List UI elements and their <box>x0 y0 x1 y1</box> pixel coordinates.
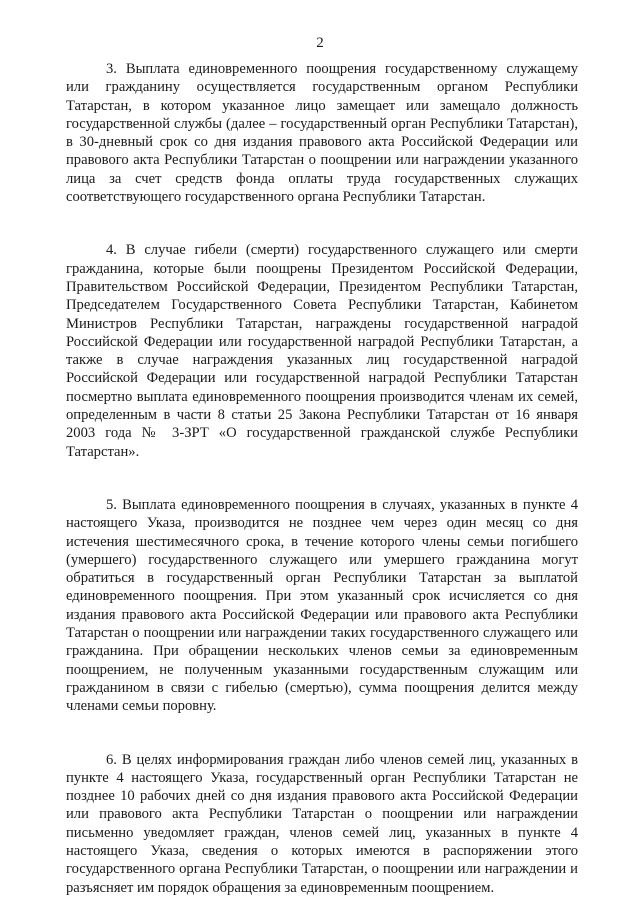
paragraph-3: 3. Выплата единовременного поощрения государственному служащему или гражданину осуществляется государственным органом Республики Татарстан, в котором указанное лицо замещает или замещало должность государственной службы (далее – государственный орган Республики Татарстан), в 30-дневный срок со дня издания правового акта Российской Федерации или правового акта Республики Татарстан о поощрении или награждении указанного лица за счет средств фонда оплаты труда государственных служащих соответствующего государственного органа Республики Татарстан. <box>66 61 578 206</box>
page-number: 2 <box>316 35 324 51</box>
document-body <box>66 60 578 897</box>
paragraph-6: 6. В целях информирования граждан либо членов семей лиц, указанных в пункте 4 настоящего Указа, государственный орган Республики Татарстан не позднее 10 рабочих дней со дня издания правового акта Российской Федерации или правового акта Республики Татарстан о поощрении или награждении письменно уведомляет граждан, членов семей лиц, указанных в пункте 4 настоящего Указа, сведения о которых имеются в распоряжении этого государственного органа Республики Татарстан, о поощрении или награждении и разъясняет им порядок обращения за единовременным поощрением. <box>66 751 578 896</box>
paragraph-4: 4. В случае гибели (смерти) государственного служащего или смерти гражданина, которые были поощрены Президентом Российской Федерации, Правительством Российской Федерации, Президентом Республики Татарстан, Председателем Государственного Совета Республики Татарстан, Кабинетом Министров Республики Татарстан, награждены государственной наградой Российской Федерации или государственной наградой Республики Татарстан, а также в случае награждения указанных лиц государственной наградой Российской Федерации или государственной наградой Республики Татарстан посмертно выплата единовременного поощрения производится членам их семей, определенным в части 8 статьи 25 Закона Республики Татарстан от 16 января 2003 года № 3-ЗРТ «О государственной гражданской службе Республики Татарстан». <box>66 242 578 460</box>
paragraph-5: 5. Выплата единовременного поощрения в случаях, указанных в пункте 4 настоящего Указа, производится не позднее чем через один месяц со дня истечения шестимесячного срока, в течение которого члены семьи погибшего (умершего) государственного служащего или умершего гражданина могут обратиться в государственный орган Республики Татарстан за выплатой единовременного поощрения. При этом указанный срок исчисляется со дня издания правового акта Российской Федерации или правового акта Республики Татарстан о поощрении или награждении таких государственного служащего или гражданина. При обращении нескольких членов семьи за единовременным поощрением, не полученным указанными государственным служащим или гражданином в связи с гибелью (смертью), сумма поощрения делится между членами семьи поровну. <box>66 496 578 715</box>
